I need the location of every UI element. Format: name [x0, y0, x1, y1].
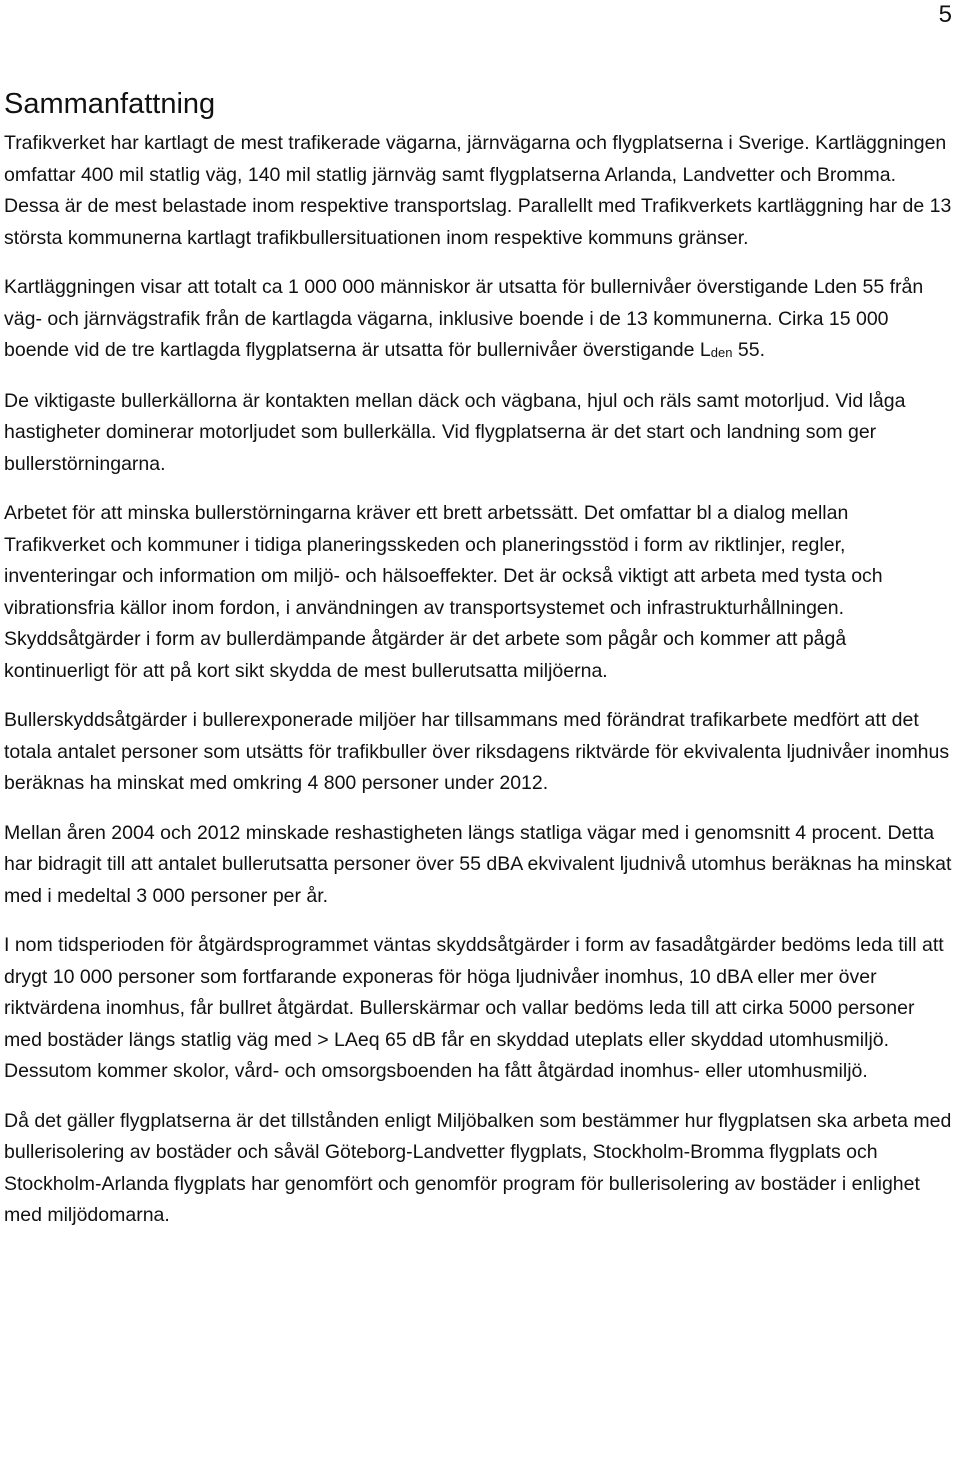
paragraph-exposure-text: Kartläggningen visar att totalt ca 1 000 000 människor är utsatta för bullernivåer överstigande Lden 55 från väg- och järnvägstrafik från de kartlagda vägarna, inklusive boende i de 13 kommunerna. Cirka 15 000 boende vid de tre kartlagda flygplatserna är utsatta för bullernivåer överstigande L — [4, 276, 924, 361]
paragraph-action-programme: I nom tidsperioden för åtgärdsprogrammet väntas skyddsåtgärder i form av fasadåtgärder bedöms leda till att drygt 10 000 personer som fortfarande exponeras för höga ljudnivåer inomhus, 10 dBA eller mer över riktvärdena inomhus, får bullret åtgärdat. Bullerskärmar och vallar bedöms leda till att cirka 5000 personer med bostäder längs statlig väg med > LAeq 65 dB får en skyddad uteplats eller skyddad utomhusmiljö. Dessutom kommer skolor, vård- och omsorgsboenden ha fått åtgärdad inomhus- eller utomhusmiljö. — [4, 934, 944, 1082]
paragraph-exposure — [4, 272, 954, 368]
paragraph-speed-reduction: Mellan åren 2004 och 2012 minskade reshastigheten längs statliga vägar med i genomsnitt 4 procent. Detta har bidragit till att antalet bullerutsatta personer över 55 dBA ekvivalent ljudnivå utomhus beräknas ha minskat med i medeltal 3 000 personer per år. — [4, 821, 952, 907]
paragraph-work-approach: Arbetet för att minska bullerstörningarna kräver ett brett arbetssätt. Det omfattar bl a dialog mellan Trafikverket och kommuner i tidiga planeringsskeden och planeringsstöd i form av riktlinjer, regler, inventeringar och information om miljö- och hälsoeffekter. Det är också viktigt att arbeta med tysta och vibrationsfria källor inom fordon, i användningen av transportsystemet och infrastrukturhållningen. Skyddsåtgärder i form av bullerdämpande åtgärder är det arbete som pågår och kommer att pågå kontinuerligt för att på kort sikt skydda de mest bullerutsatta miljöerna. — [4, 502, 883, 682]
paragraph-airports: Då det gäller flygplatserna är det tillstånden enligt Miljöbalken som bestämmer hur flygplatsen ska arbeta med bullerisolering av bostäder och såväl Göteborg-Landvetter flygplats, Stockholm-Bromma flygplats och Stockholm-Arlanda flygplats har genomfört och genomför program för bullerisolering av bostäder i enlighet med miljödomarna. — [4, 1109, 952, 1226]
lden-subscript: den — [710, 345, 733, 360]
section-heading: Sammanfattning — [4, 88, 216, 120]
document-body — [4, 84, 954, 1250]
page-number: 5 — [938, 1, 952, 28]
paragraph-exposure-tail: 55. — [732, 339, 765, 361]
paragraph-noise-sources: De viktigaste bullerkällorna är kontakten mellan däck och vägbana, hjul och räls samt motorljud. Vid låga hastigheter dominerar motorljudet som bullerkälla. Vid flygplatserna är det start och landning som ger bullerstörningarna. — [4, 389, 906, 475]
paragraph-intro: Trafikverket har kartlagt de mest trafikerade vägarna, järnvägarna och flygplatserna i Sverige. Kartläggningen omfattar 400 mil statlig väg, 140 mil statlig järnväg samt flygplatserna Arlanda, Landvetter och Bromma. Dessa är de mest belastade inom respektive transportslag. Parallellt med Trafikverkets kartläggning har de 13 största kommunerna kartlagt trafikbullersituationen inom respektive kommuns gränser. — [4, 132, 952, 249]
paragraph-protection-measures: Bullerskyddsåtgärder i bullerexponerade miljöer har tillsammans med förändrat trafikarbete medfört att det totala antalet personer som utsätts för trafikbuller över riksdagens riktvärde för ekvivalenta ljudnivåer inomhus beräknas ha minskat med omkring 4 800 personer under 2012. — [4, 709, 950, 794]
